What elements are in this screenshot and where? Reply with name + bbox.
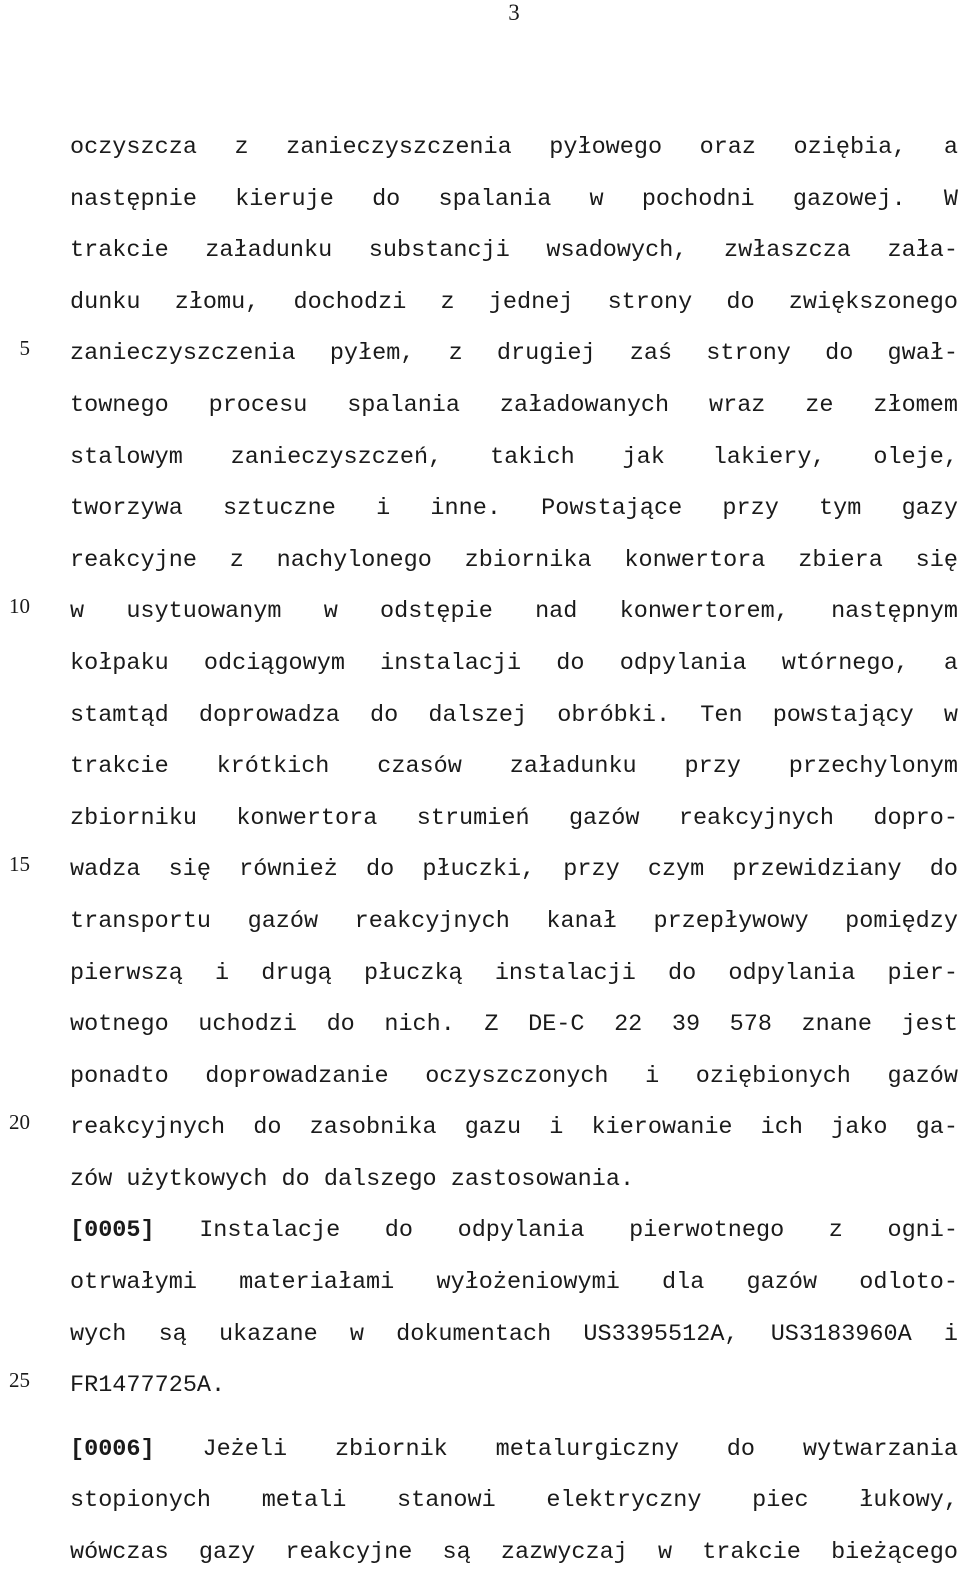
text-line: oczyszcza z zanieczyszczenia pyłowego oraz oziębia, a <box>70 134 958 161</box>
text-line: transportu gazów reakcyjnych kanał przepływowy pomiędzy <box>70 907 958 935</box>
text-line: pierwszą i drugą płuczką instalacji do odpylania pier- <box>70 959 958 987</box>
line-number-15: 15 <box>9 852 30 876</box>
text-line: wadza się również do płuczki, przy czym przewidziany do <box>70 856 958 884</box>
paragraph-gap <box>70 1412 958 1424</box>
text-line: wówczas gazy reakcyjne są zazwyczaj w trakcie bieżącego <box>70 1539 958 1567</box>
text-line <box>70 1424 958 1476</box>
text-line: zów użytkowych do dalszego zastosowania. <box>70 1165 635 1193</box>
text-line: reakcyjne z nachylonego zbiornika konwertora zbiera się <box>70 546 958 574</box>
text-line: trakcie krótkich czasów załadunku przy przechylonym <box>70 753 958 781</box>
page-number: 3 <box>508 0 520 25</box>
text-line: w usytuowanym w odstępie nad konwertorem, następnym <box>70 598 958 626</box>
paragraph-0005 <box>70 1205 958 1411</box>
text-line: wotnego uchodzi do nich. Z DE-C 22 39 578 znane jest <box>70 1011 958 1039</box>
text-line: następnie kieruje do spalania w pochodni gazowej. W <box>70 185 958 213</box>
text-line: kołpaku odciągowym instalacji do odpylania wtórnego, a <box>70 649 958 677</box>
paragraph-tag-0005: [0005] <box>70 1217 155 1245</box>
text-line <box>70 1205 958 1257</box>
text-line: townego procesu spalania załadowanych wraz ze złomem <box>70 391 958 419</box>
text-line: ponadto doprowadzanie oczyszczonych i oziębionych gazów <box>70 1062 958 1090</box>
paragraph-0006 <box>70 1424 958 1579</box>
line-number-10: 10 <box>9 594 30 618</box>
paragraph-continuation <box>70 122 958 1205</box>
text-line: otrwałymi materiałami wyłożeniowymi dla gazów odloto- <box>70 1269 958 1297</box>
line-number-5: 5 <box>19 336 30 360</box>
text-line: stalowym zanieczyszczeń, takich jak lakiery, oleje, <box>70 443 958 471</box>
text-line: zanieczyszczenia pyłem, z drugiej zaś strony do gwał- <box>70 340 958 368</box>
text-line: zbiorniku konwertora strumień gazów reakcyjnych dopro- <box>70 804 958 832</box>
line-number-20: 20 <box>9 1110 30 1134</box>
paragraph-tag-0006: [0006] <box>70 1435 155 1463</box>
text-line: tworzywa sztuczne i inne. Powstające przy tym gazy <box>70 495 958 523</box>
text-fragment: Jeżeli zbiornik metalurgiczny do wytwarzania <box>154 1435 958 1463</box>
text-line: trakcie załadunku substancji wsadowych, zwłaszcza zała- <box>70 237 958 265</box>
text-line: reakcyjnych do zasobnika gazu i kierowanie ich jako ga- <box>70 1114 958 1142</box>
text-line: stamtąd doprowadza do dalszej obróbki. Ten powstający w <box>70 701 958 729</box>
text-line: FR1477725A. <box>70 1372 226 1400</box>
text-line: wych są ukazane w dokumentach US3395512A, US3183960A i <box>70 1320 958 1348</box>
body-text <box>70 122 958 1579</box>
text-fragment: Instalacje do odpylania pierwotnego z ogni- <box>154 1217 958 1245</box>
line-number-25: 25 <box>9 1368 30 1392</box>
text-line: dunku złomu, dochodzi z jednej strony do zwiększonego <box>70 288 958 316</box>
text-line: stopionych metali stanowi elektryczny piec łukowy, <box>70 1487 958 1515</box>
